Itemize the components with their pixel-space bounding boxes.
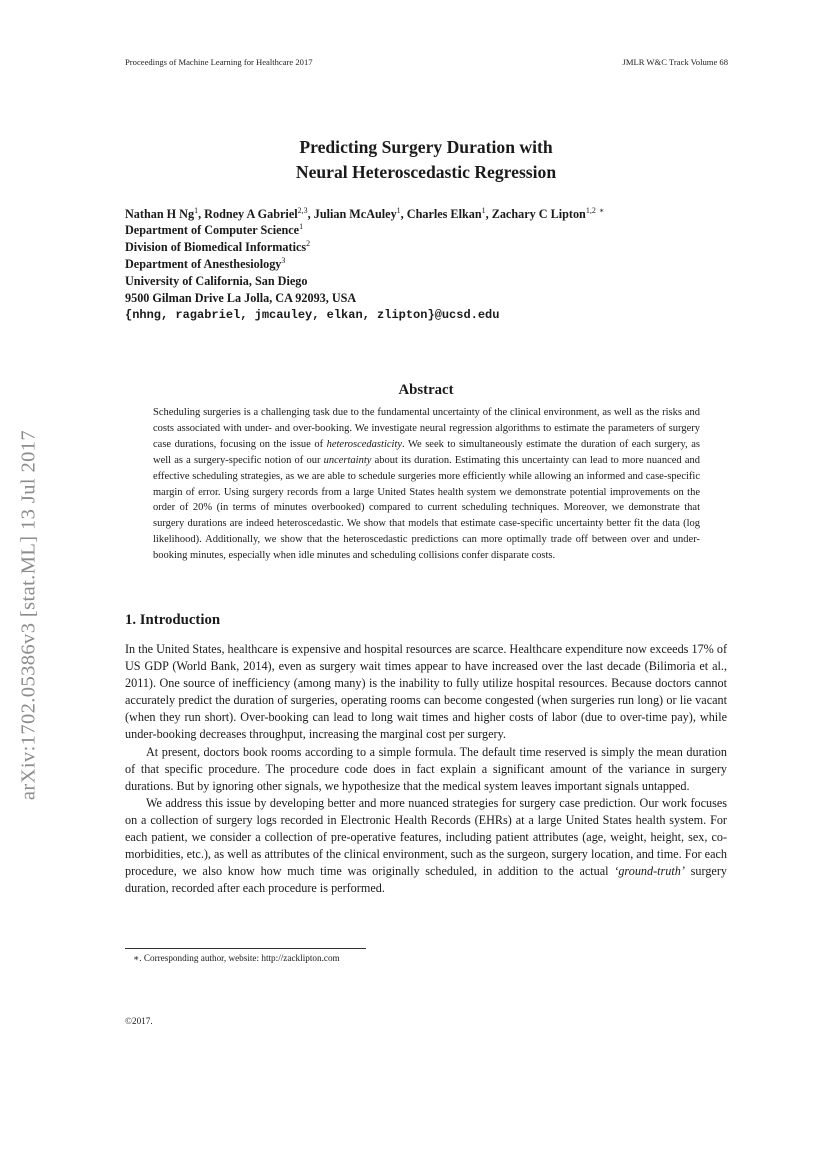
author-affiliation-mark: 2,3 (297, 206, 308, 215)
abstract-text: Scheduling surgeries is a challenging task due to the fundamental uncertainty of the clinical environment, as well as the risks and costs associated with under- and over-booking. We investigate neural regression algorithms to estimate the parameters of surgery case durations, focusing on the issue of (153, 407, 700, 450)
author-affiliation-mark: 1 (481, 206, 486, 215)
intro-paragraph-1: In the United States, healthcare is expensive and hospital resources are scarce. Healthcare expenditure now exceeds 17% of US GDP (World Bank, 2014), even as surgery wait times appear to have increased over the last decade (Bilimoria et al., 2011). One source of inefficiency (among many) is the inability to fully utilize hospital resources. Because doctors cannot accurately predict the duration of surgeries, operating rooms can become congested (when surgeries run long) or lie vacant (when they run short). Over-booking can lead to long wait times and higher costs of labor (due to over-time pay), while under-booking decreases throughput, increasing the marginal cost per surgery. (125, 642, 728, 742)
author-list: Nathan H Ng$^1$, Rodney A Gabriel$^{2,3}$, Julian McAuley$^1$, Charles Elkan$^1$, Zachary C Lipton$^{1,2}$ ∗ (125, 206, 605, 221)
affiliation-mark: 2 (306, 239, 311, 248)
footnote-text: Corresponding author, website: http://zacklipton.com (141, 953, 340, 963)
affiliation (125, 239, 310, 256)
author-emails: {nhng, ragabriel, jmcauley, elkan, zlipton}@ucsd.edu (125, 308, 500, 322)
copyright-notice: ©2017. (125, 1016, 153, 1026)
footnote-mark: ∗. (133, 953, 142, 963)
author-affiliation-mark: 1 (396, 206, 401, 215)
affiliation-name: Department of Computer Science (125, 223, 300, 237)
author-name: Rodney A Gabriel (204, 207, 298, 221)
arxiv-margin-stamp (0, 363, 58, 867)
abstract-paragraph (153, 405, 700, 564)
footnote (133, 953, 340, 964)
abstract-text: about its duration. Estimating this uncertainty can lead to more nuanced and effective scheduling strategies, as we are able to schedule surgeries more efficiently while allowing an informed and case-specific margin of error. Using surgery records from a large United States health system we demonstrate potential improvements on the order of 20% (in terms of minutes overbooked) compared to current scheduling techniques. Moreover, we demonstrate that surgery durations are indeed heteroscedastic. We show that models that estimate case-specific uncertainty better fit the data (log likelihood). Additionally, we show that the heteroscedastic predictions can more optimally trade off between over and under-booking minutes, especially when idle minutes and scheduling collisions confer disparate costs. (153, 454, 700, 562)
intro-emphasis: ‘ground-truth’ (614, 864, 685, 879)
author-name: Nathan H Ng (125, 207, 195, 221)
author-name: Charles Elkan (406, 207, 482, 221)
corresponding-mark: ∗ (598, 206, 605, 215)
intro-text: We address this issue by developing better and more nuanced strategies for surgery case prediction. Our work focuses on a collection of surgery logs recorded in Electronic Health Records (EHRs) at a large United States health system. For each patient, we consider a collection of pre-operative features, including patient attributes (age, weight, height, sex, co-morbidities, etc.), as well as attributes of the clinical environment, such as the surgeon, surgery location, and time. For each procedure, we also know how much time was originally scheduled, in addition to the actual (125, 795, 727, 879)
abstract-emphasis: uncertainty (323, 454, 372, 466)
author-name: Zachary C Lipton (491, 207, 586, 221)
intro-paragraph-3 (125, 795, 727, 898)
address: 9500 Gilman Drive La Jolla, CA 92093, USA (125, 291, 357, 305)
intro-text: surgery duration, recorded after each procedure is performed. (125, 864, 727, 896)
author-name: Julian McAuley (313, 207, 397, 221)
abstract-text: . We seek to simultaneously estimate the duration of each surgery, as well as a surgery-specific notion of our (153, 438, 700, 466)
arxiv-identifier: arXiv:1702.05386v3 [stat.ML] 13 Jul 2017 (17, 429, 40, 801)
affiliation (125, 222, 303, 239)
footnote-rule (125, 948, 366, 949)
abstract-heading: Abstract (398, 382, 454, 398)
affiliation-mark: 1 (299, 222, 304, 231)
university: University of California, San Diego (125, 274, 308, 288)
running-header-right: JMLR W&C Track Volume 68 (622, 57, 728, 67)
abstract-emphasis: heteroscedasticity (326, 438, 403, 450)
affiliation-mark: 3 (281, 256, 286, 265)
abstract-body (153, 405, 700, 564)
author-affiliation-mark: 1 (194, 206, 199, 215)
paper-title-line-2: Neural Heteroscedastic Regression (295, 162, 557, 182)
author-affiliation-mark: 1,2 (585, 206, 596, 215)
paper-title-line-1: Predicting Surgery Duration with (299, 137, 553, 157)
affiliation (125, 256, 285, 273)
intro-paragraph-2: At present, doctors book rooms according to a simple formula. The default time reserved is simply the mean duration of that specific procedure. The procedure code does in fact explain a significant amount of the variance in surgery durations. But by ignoring other signals, we hypothesize that the medical system leaves important signals untapped. (125, 744, 727, 793)
introduction-body (125, 641, 727, 897)
running-header-left: Proceedings of Machine Learning for Healthcare 2017 (125, 57, 313, 67)
affiliation-name: Department of Anesthesiology (125, 257, 282, 271)
section-heading-introduction: 1. Introduction (125, 612, 221, 628)
affiliation-name: Division of Biomedical Informatics (125, 240, 307, 254)
